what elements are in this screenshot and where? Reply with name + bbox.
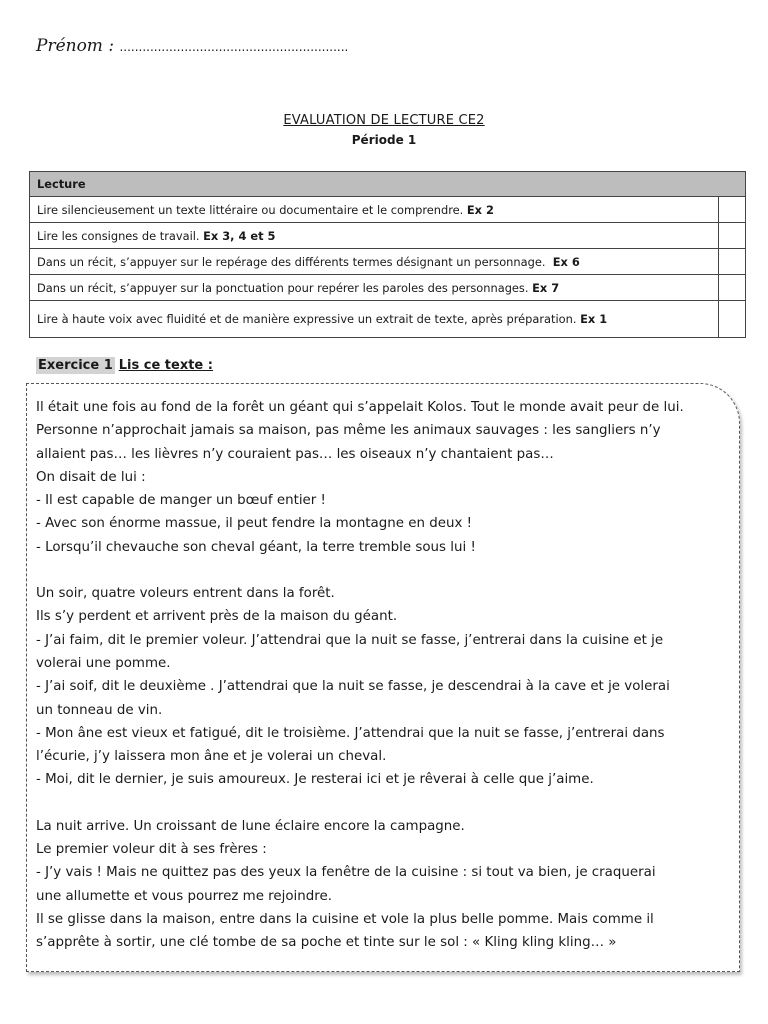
story-line: Le premier voleur dit à ses frères : <box>36 842 267 858</box>
table-header-row <box>30 172 746 197</box>
table-row <box>30 301 746 338</box>
paragraph-gap <box>36 792 746 815</box>
exercise-1-title: Lis ce texte : <box>118 358 213 373</box>
check-cell[interactable] <box>719 249 746 275</box>
story-line: - J’ai soif, dit le deuxième . J’attendrai que la nuit se fasse, je descendrai à la cave et je volerai <box>36 679 670 695</box>
story-text <box>36 396 746 955</box>
story-line: - Moi, dit le dernier, je suis amoureux. Je resterai ici et je rêverai à celle que j’aime. <box>36 772 594 788</box>
story-line: Personne n’approchait jamais sa maison, pas même les animaux sauvages : les sangliers n’y <box>36 423 661 439</box>
skill-cell: Dans un récit, s’appuyer sur la ponctuation pour repérer les paroles des personnages. Ex 7 <box>30 275 719 301</box>
story-line: On disait de lui : <box>36 469 146 485</box>
check-cell[interactable] <box>719 275 746 301</box>
story-line: allaient pas… les lièvres n’y couraient pas… les oiseaux n’y chantaient pas… <box>36 446 554 462</box>
story-line: - Il est capable de manger un bœuf entier ! <box>36 493 326 509</box>
table-row <box>30 249 746 275</box>
exercise-ref: Ex 3, 4 et 5 <box>203 228 276 243</box>
story-line: Il était une fois au fond de la forêt un géant qui s’appelait Kolos. Tout le monde avait peur de lui. <box>36 400 684 415</box>
story-line: une allumette et vous pourrez me rejoindre. <box>36 888 332 904</box>
story-line: - Mon âne est vieux et fatigué, dit le troisième. J’attendrai que la nuit se fasse, j’entrerai dans <box>36 725 665 741</box>
skill-cell: Lire les consignes de travail. Ex 3, 4 et 5 <box>30 223 719 249</box>
table-row <box>30 275 746 301</box>
exercise-ref: Ex 7 <box>532 280 560 295</box>
story-line: s’apprête à sortir, une clé tombe de sa poche et tinte sur le sol : « Kling kling kling… » <box>36 935 617 951</box>
skills-table <box>29 171 746 338</box>
skill-cell: Dans un récit, s’appuyer sur le repérage des différents termes désignant un personnage. Ex 6 <box>30 249 719 275</box>
table-row <box>30 197 746 223</box>
name-label: Prénom : <box>36 36 115 56</box>
story-line: un tonneau de vin. <box>36 702 163 718</box>
table-row <box>30 223 746 249</box>
check-cell[interactable] <box>719 223 746 249</box>
story-line: volerai une pomme. <box>36 655 171 671</box>
page-title: EVALUATION DE LECTURE CE2 <box>283 113 485 128</box>
story-line: Il se glisse dans la maison, entre dans la cuisine et vole la plus belle pomme. Mais comme il <box>36 911 654 927</box>
story-line: La nuit arrive. Un croissant de lune éclaire encore la campagne. <box>36 818 465 834</box>
skill-cell: Lire silencieusement un texte littéraire ou documentaire et le comprendre. Ex 2 <box>30 197 719 223</box>
paragraph-gap <box>36 559 746 582</box>
story-line: - J’y vais ! Mais ne quittez pas des yeux la fenêtre de la cuisine : si tout va bien, je craquerai <box>36 865 656 881</box>
exercise-1-label: Exercice 1 <box>38 358 113 373</box>
story-line: Ils s’y perdent et arrivent près de la maison du géant. <box>36 609 398 625</box>
table-header: Lecture <box>30 172 746 197</box>
story-line: - Lorsqu’il chevauche son cheval géant, la terre tremble sous lui ! <box>36 539 476 555</box>
name-blank-line[interactable]: ............................................................ <box>119 40 349 54</box>
story-line: - Avec son énorme massue, il peut fendre la montagne en deux ! <box>36 516 472 532</box>
exercise-ref: Ex 1 <box>580 311 608 326</box>
story-line: Un soir, quatre voleurs entrent dans la forêt. <box>36 586 335 602</box>
check-cell[interactable] <box>719 197 746 223</box>
name-field <box>36 36 348 56</box>
skill-cell: Lire à haute voix avec fluidité et de manière expressive un extrait de texte, après préparation. Ex 1 <box>30 301 719 338</box>
exercise-ref: Ex 2 <box>466 202 494 217</box>
story-line: l’écurie, j’y laissera mon âne et je volerai un cheval. <box>36 749 387 765</box>
check-cell[interactable] <box>719 301 746 338</box>
page-subtitle: Période 1 <box>351 133 417 147</box>
story-line: - J’ai faim, dit le premier voleur. J’attendrai que la nuit se fasse, j’entrerai dans la cuisine et je <box>36 632 664 648</box>
exercise-1-heading <box>36 358 213 373</box>
exercise-ref: Ex 6 <box>552 254 580 269</box>
